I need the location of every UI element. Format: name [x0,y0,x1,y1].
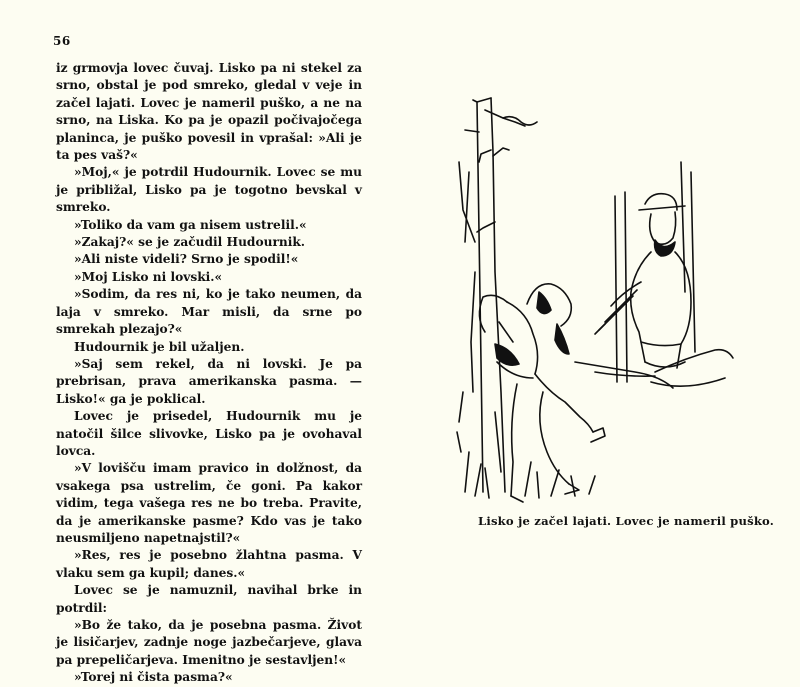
paragraph: »Moj Lisko ni lovski.« [74,269,223,284]
paragraph: »Res, res je posebno žlahtna pasma. V vlaku sem ga kupil; danes.« [56,548,362,580]
dog-drawing [479,284,673,502]
paragraph: iz grmovja lovec čuvaj. Lisko pa ni stekel za srno, obstal je pod smreko, gledal v veje in začel lajati. Lovec je nameril puško, a ne na srno, na Liska. Ko pa je opazil počivajočega planinca, je puško povesil in vprašal: »Ali je ta pes vaš?« [56,61,362,163]
paragraph: »Saj sem rekel, da ni lovski. Je pa prebrisan, prava amerikanska pasma. — Lisko!« ga je poklical. [56,356,362,406]
paragraph: »V lovišču imam pravico in dolžnost, da vsakega psa ustrelim, če goni. Pa kakor vidim, tega vašega res ne bo treba. Pravite, da je amerikanske pasme? Kdo vas je tako neusmiljeno napetnajstil?« [56,461,362,545]
grass-drawing [457,350,733,498]
paragraph: »Ali niste videli? Srno je spodil!« [74,252,299,267]
paragraph: Hudournik je bil užaljen. [74,339,245,354]
illustration-dog-and-hunter [455,92,745,512]
hunter-drawing [595,162,695,382]
tree-drawing [459,98,537,492]
illustration-caption: Lisko je začel lajati. Lovec je nameril puško. [478,514,775,528]
page-number: 56 [53,34,71,48]
paragraph: Lovec se je namuznil, navihal brke in potrdil: [56,583,362,615]
paragraph: »Zakaj?« se je začudil Hudournik. [74,235,306,250]
body-text [56,60,362,687]
paragraph: Lovec je prisedel, Hudournik mu je natočil šilce slivovke, Lisko pa je ovohaval lovca. [56,409,362,458]
paragraph: »Sodim, da res ni, ko je tako neumen, da laja v smreko. Mar misli, da srne po smrekah plezajo?« [56,287,362,337]
paragraph: »Bo že tako, da je posebna pasma. Život je lisičarjev, zadnje noge jazbečarjeve, glava pa prepeličarjeva. Imenitno je sestavljen!« [56,618,362,667]
paragraph: »Moj,« je potrdil Hudournik. Lovec se mu je približal, Lisko pa je togotno bevskal v smreko. [56,165,362,215]
paragraph: »Toliko da vam ga nisem ustrelil.« [74,217,307,232]
paragraph: »Torej ni čista pasma?« [74,670,233,685]
